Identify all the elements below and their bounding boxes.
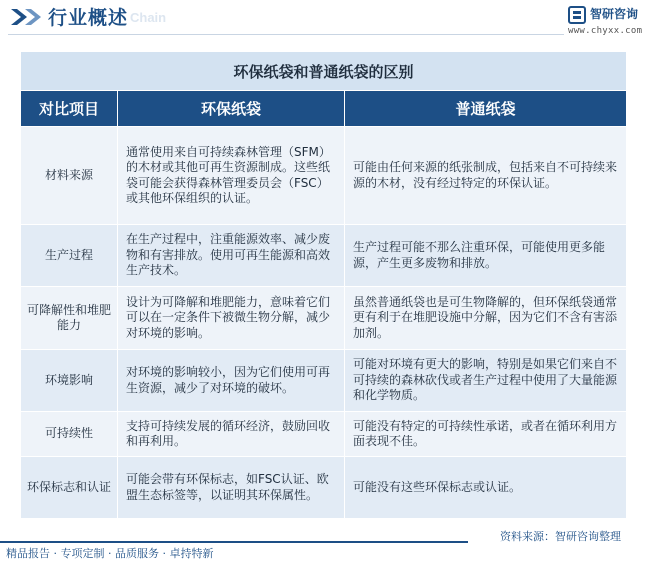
eco-bag-cell: 支持可持续发展的循环经济，鼓励回收和再利用。 (118, 412, 345, 457)
footer-tagline: 精品报告 · 专项定制 · 品质服务 · 卓持特新 (6, 547, 214, 560)
table-caption: 环保纸袋和普通纸袋的区别 (21, 52, 627, 91)
row-label: 环保标志和认证 (21, 457, 118, 519)
eco-bag-cell: 对环境的影响较小，因为它们使用可再生资源，减少了对环境的破坏。 (118, 350, 345, 412)
column-header-regular-bag: 普通纸袋 (345, 91, 627, 127)
eco-bag-cell: 在生产过程中，注重能源效率、减少废物和有害排放。使用可再生能源和高效生产技术。 (118, 225, 345, 287)
comparison-table (20, 51, 627, 519)
page-header (0, 0, 649, 34)
regular-bag-cell: 可能没有特定的可持续性承诺，或者在循环利用方面表现不佳。 (345, 412, 627, 457)
regular-bag-cell: 生产过程可能不那么注重环保，可能使用更多能源，产生更多废物和排放。 (345, 225, 627, 287)
regular-bag-cell: 可能由任何来源的纸张制成，包括来自不可持续来源的木材，没有经过特定的环保认证。 (345, 127, 627, 225)
footer-divider (0, 541, 468, 543)
column-header-eco-bag: 环保纸袋 (118, 91, 345, 127)
row-label: 环境影响 (21, 350, 118, 412)
column-header-item: 对比项目 (21, 91, 118, 127)
regular-bag-cell: 虽然普通纸袋也是可生物降解的，但环保纸袋通常更有利于在堆肥设施中分解，因为它们不含有害添加剂。 (345, 287, 627, 350)
row-label: 可降解性和堆肥能力 (21, 287, 118, 350)
row-label: 可持续性 (21, 412, 118, 457)
table-row (21, 127, 627, 225)
eco-bag-cell: 通常使用来自可持续森林管理（SFM）的木材或其他可再生资源制成。这些纸袋可能会获得森林管理委员会（FSC）或其他环保组织的认证。 (118, 127, 345, 225)
eco-bag-cell: 可能会带有环保标志，如FSC认证、欧盟生态标签等，以证明其环保属性。 (118, 457, 345, 519)
header-divider (8, 34, 564, 35)
table-row (21, 457, 627, 519)
section-title: 行业概述 (48, 7, 129, 29)
brand-name: 智研咨询 (590, 7, 639, 21)
watermark-text: Chain (130, 10, 167, 25)
brand-url: www.chyxx.com (568, 26, 643, 36)
row-label: 生产过程 (21, 225, 118, 287)
eco-bag-cell: 设计为可降解和堆肥能力，意味着它们可以在一定条件下被微生物分解，减少对环境的影响。 (118, 287, 345, 350)
brand-logo-icon (568, 6, 586, 24)
table-row (21, 350, 627, 412)
row-label: 材料来源 (21, 127, 118, 225)
regular-bag-cell: 可能对环境有更大的影响，特别是如果它们来自不可持续的森林砍伐或者生产过程中使用了大量能源和化学物质。 (345, 350, 627, 412)
table-header-row (21, 91, 627, 127)
table-row (21, 412, 627, 457)
chevron-double-icon (10, 8, 44, 26)
data-source-note: 资料来源：智研咨询整理 (500, 530, 621, 543)
table-row (21, 287, 627, 350)
table-row (21, 225, 627, 287)
regular-bag-cell: 可能没有这些环保标志或认证。 (345, 457, 627, 519)
